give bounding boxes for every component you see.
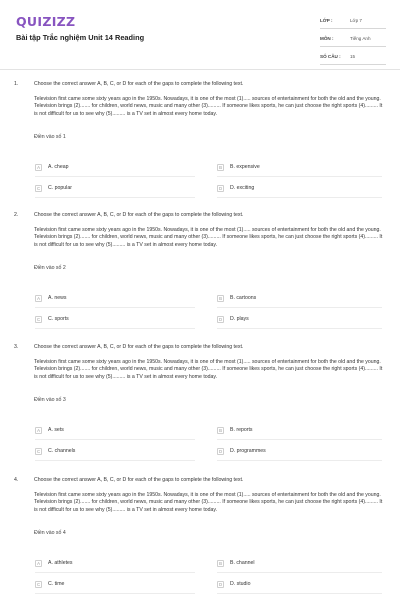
option-a[interactable] [35, 162, 195, 172]
question-instruction: Choose the correct answer A, B, C, or D for each of the gaps to complete the following text. [34, 212, 244, 218]
answer-line [217, 439, 382, 440]
option-letter-box: B [217, 164, 224, 171]
option-letter-box: B [217, 295, 224, 302]
option-d[interactable] [217, 446, 382, 456]
option-c[interactable] [35, 579, 195, 589]
option-a[interactable] [35, 425, 195, 435]
option-b[interactable] [217, 162, 382, 172]
meta-row-subject [320, 30, 386, 47]
page-title: Bài tập Trắc nghiệm Unit 14 Reading [16, 33, 145, 42]
answer-line [35, 328, 195, 329]
question-instruction: Choose the correct answer A, B, C, or D for each of the gaps to complete the following text. [34, 477, 244, 483]
option-letter-box: D [218, 581, 223, 587]
option-label: B. cartoons [230, 295, 257, 301]
option-letter-box: B [217, 560, 224, 567]
answer-line [35, 460, 195, 461]
option-letter-box: A [35, 164, 42, 171]
option-c[interactable] [35, 183, 195, 193]
quizizz-logo: QUIZIZZ [16, 14, 76, 29]
answer-line [217, 328, 382, 329]
answer-line [35, 176, 195, 177]
worksheet-meta [320, 12, 386, 66]
question-number: 4. [14, 477, 19, 483]
option-letter-box: D [218, 448, 223, 454]
option-label: C. time [48, 581, 65, 587]
option-letter-box: C [36, 185, 41, 191]
option-label: A. cheap [48, 164, 69, 170]
meta-label: SỐ CÂU : [320, 53, 341, 59]
option-a[interactable] [35, 558, 195, 568]
option-letter-box: A [35, 427, 42, 434]
option-label: D. programmes [230, 448, 266, 454]
option-letter-box: B [217, 427, 224, 434]
question-number: 3. [14, 344, 19, 350]
option-label: A. athletes [48, 560, 73, 566]
question-prompt: Điền vào số 2 [34, 265, 66, 271]
meta-value: Lớp 7 [350, 17, 362, 23]
option-b[interactable] [217, 558, 382, 568]
answer-line [217, 307, 382, 308]
answer-line [35, 572, 195, 573]
option-label: D. plays [230, 316, 249, 322]
option-label: B. channel [230, 560, 255, 566]
answer-line [35, 307, 195, 308]
question-prompt: Điền vào số 1 [34, 134, 66, 140]
option-letter-box: C [36, 581, 41, 587]
option-label: B. expensive [230, 164, 260, 170]
answer-line [217, 572, 382, 573]
option-letter-box: C [36, 448, 41, 454]
meta-value: Tiếng Anh [350, 35, 371, 41]
question-prompt: Điền vào số 3 [34, 397, 66, 403]
answer-line [217, 176, 382, 177]
reading-passage: Television first came some sixty years ago in the 1950s. Nowadays, it is one of the most (1)..... sources of entertainment for both the old and the young. Television brings (2)....... for children, world news, music and many other (3)......... If someone likes sports, he can just choose the right sports (4)......... It is not difficult for us to see why (5)......... is a TV set in almost every home today. [34, 492, 383, 513]
option-label: C. popular [48, 185, 72, 191]
option-label: A. sets [48, 427, 64, 433]
meta-label: LỚP : [320, 17, 333, 23]
answer-line [217, 197, 382, 198]
option-label: B. reports [230, 427, 253, 433]
option-label: D. studio [230, 581, 251, 587]
option-letter-box: A [35, 560, 42, 567]
option-label: C. channels [48, 448, 76, 454]
answer-line [217, 593, 382, 594]
meta-row-class [320, 12, 386, 29]
answer-line [35, 439, 195, 440]
meta-label: MÔN : [320, 35, 334, 41]
option-letter-box: D [218, 316, 223, 322]
header-divider [0, 69, 400, 70]
option-label: D. exciting [230, 185, 255, 191]
option-a[interactable] [35, 293, 195, 303]
option-letter-box: D [218, 185, 223, 191]
option-c[interactable] [35, 446, 195, 456]
question-instruction: Choose the correct answer A, B, C, or D for each of the gaps to complete the following text. [34, 81, 244, 87]
answer-line [35, 197, 195, 198]
answer-line [217, 460, 382, 461]
meta-row-count [320, 48, 386, 65]
answer-line [35, 593, 195, 594]
option-letter-box: A [35, 295, 42, 302]
question-instruction: Choose the correct answer A, B, C, or D for each of the gaps to complete the following text. [34, 344, 244, 350]
option-label: A. news [48, 295, 67, 301]
question-prompt: Điền vào số 4 [34, 530, 66, 536]
option-b[interactable] [217, 425, 382, 435]
question-number: 1. [14, 81, 19, 87]
reading-passage: Television first came some sixty years ago in the 1950s. Nowadays, it is one of the most (1)..... sources of entertainment for both the old and the young. Television brings (2)....... for children, world news, music and many other (3)......... If someone likes sports, he can just choose the right sports (4)......... It is not difficult for us to see why (5)......... is a TV set in almost every home today. [34, 96, 383, 117]
option-d[interactable] [217, 183, 382, 193]
option-letter-box: C [36, 316, 41, 322]
option-label: C. sports [48, 316, 69, 322]
meta-value: 15 [350, 53, 356, 59]
option-d[interactable] [217, 314, 382, 324]
option-c[interactable] [35, 314, 195, 324]
option-d[interactable] [217, 579, 382, 589]
question-number: 2. [14, 212, 19, 218]
reading-passage: Television first came some sixty years ago in the 1950s. Nowadays, it is one of the most (1)..... sources of entertainment for both the old and the young. Television brings (2)....... for children, world news, music and many other (3)......... If someone likes sports, he can just choose the right sports (4)......... It is not difficult for us to see why (5)......... is a TV set in almost every home today. [34, 359, 383, 380]
option-b[interactable] [217, 293, 382, 303]
reading-passage: Television first came some sixty years ago in the 1950s. Nowadays, it is one of the most (1)..... sources of entertainment for both the old and the young. Television brings (2)....... for children, world news, music and many other (3)......... If someone likes sports, he can just choose the right sports (4)......... It is not difficult for us to see why (5)......... is a TV set in almost every home today. [34, 227, 383, 248]
